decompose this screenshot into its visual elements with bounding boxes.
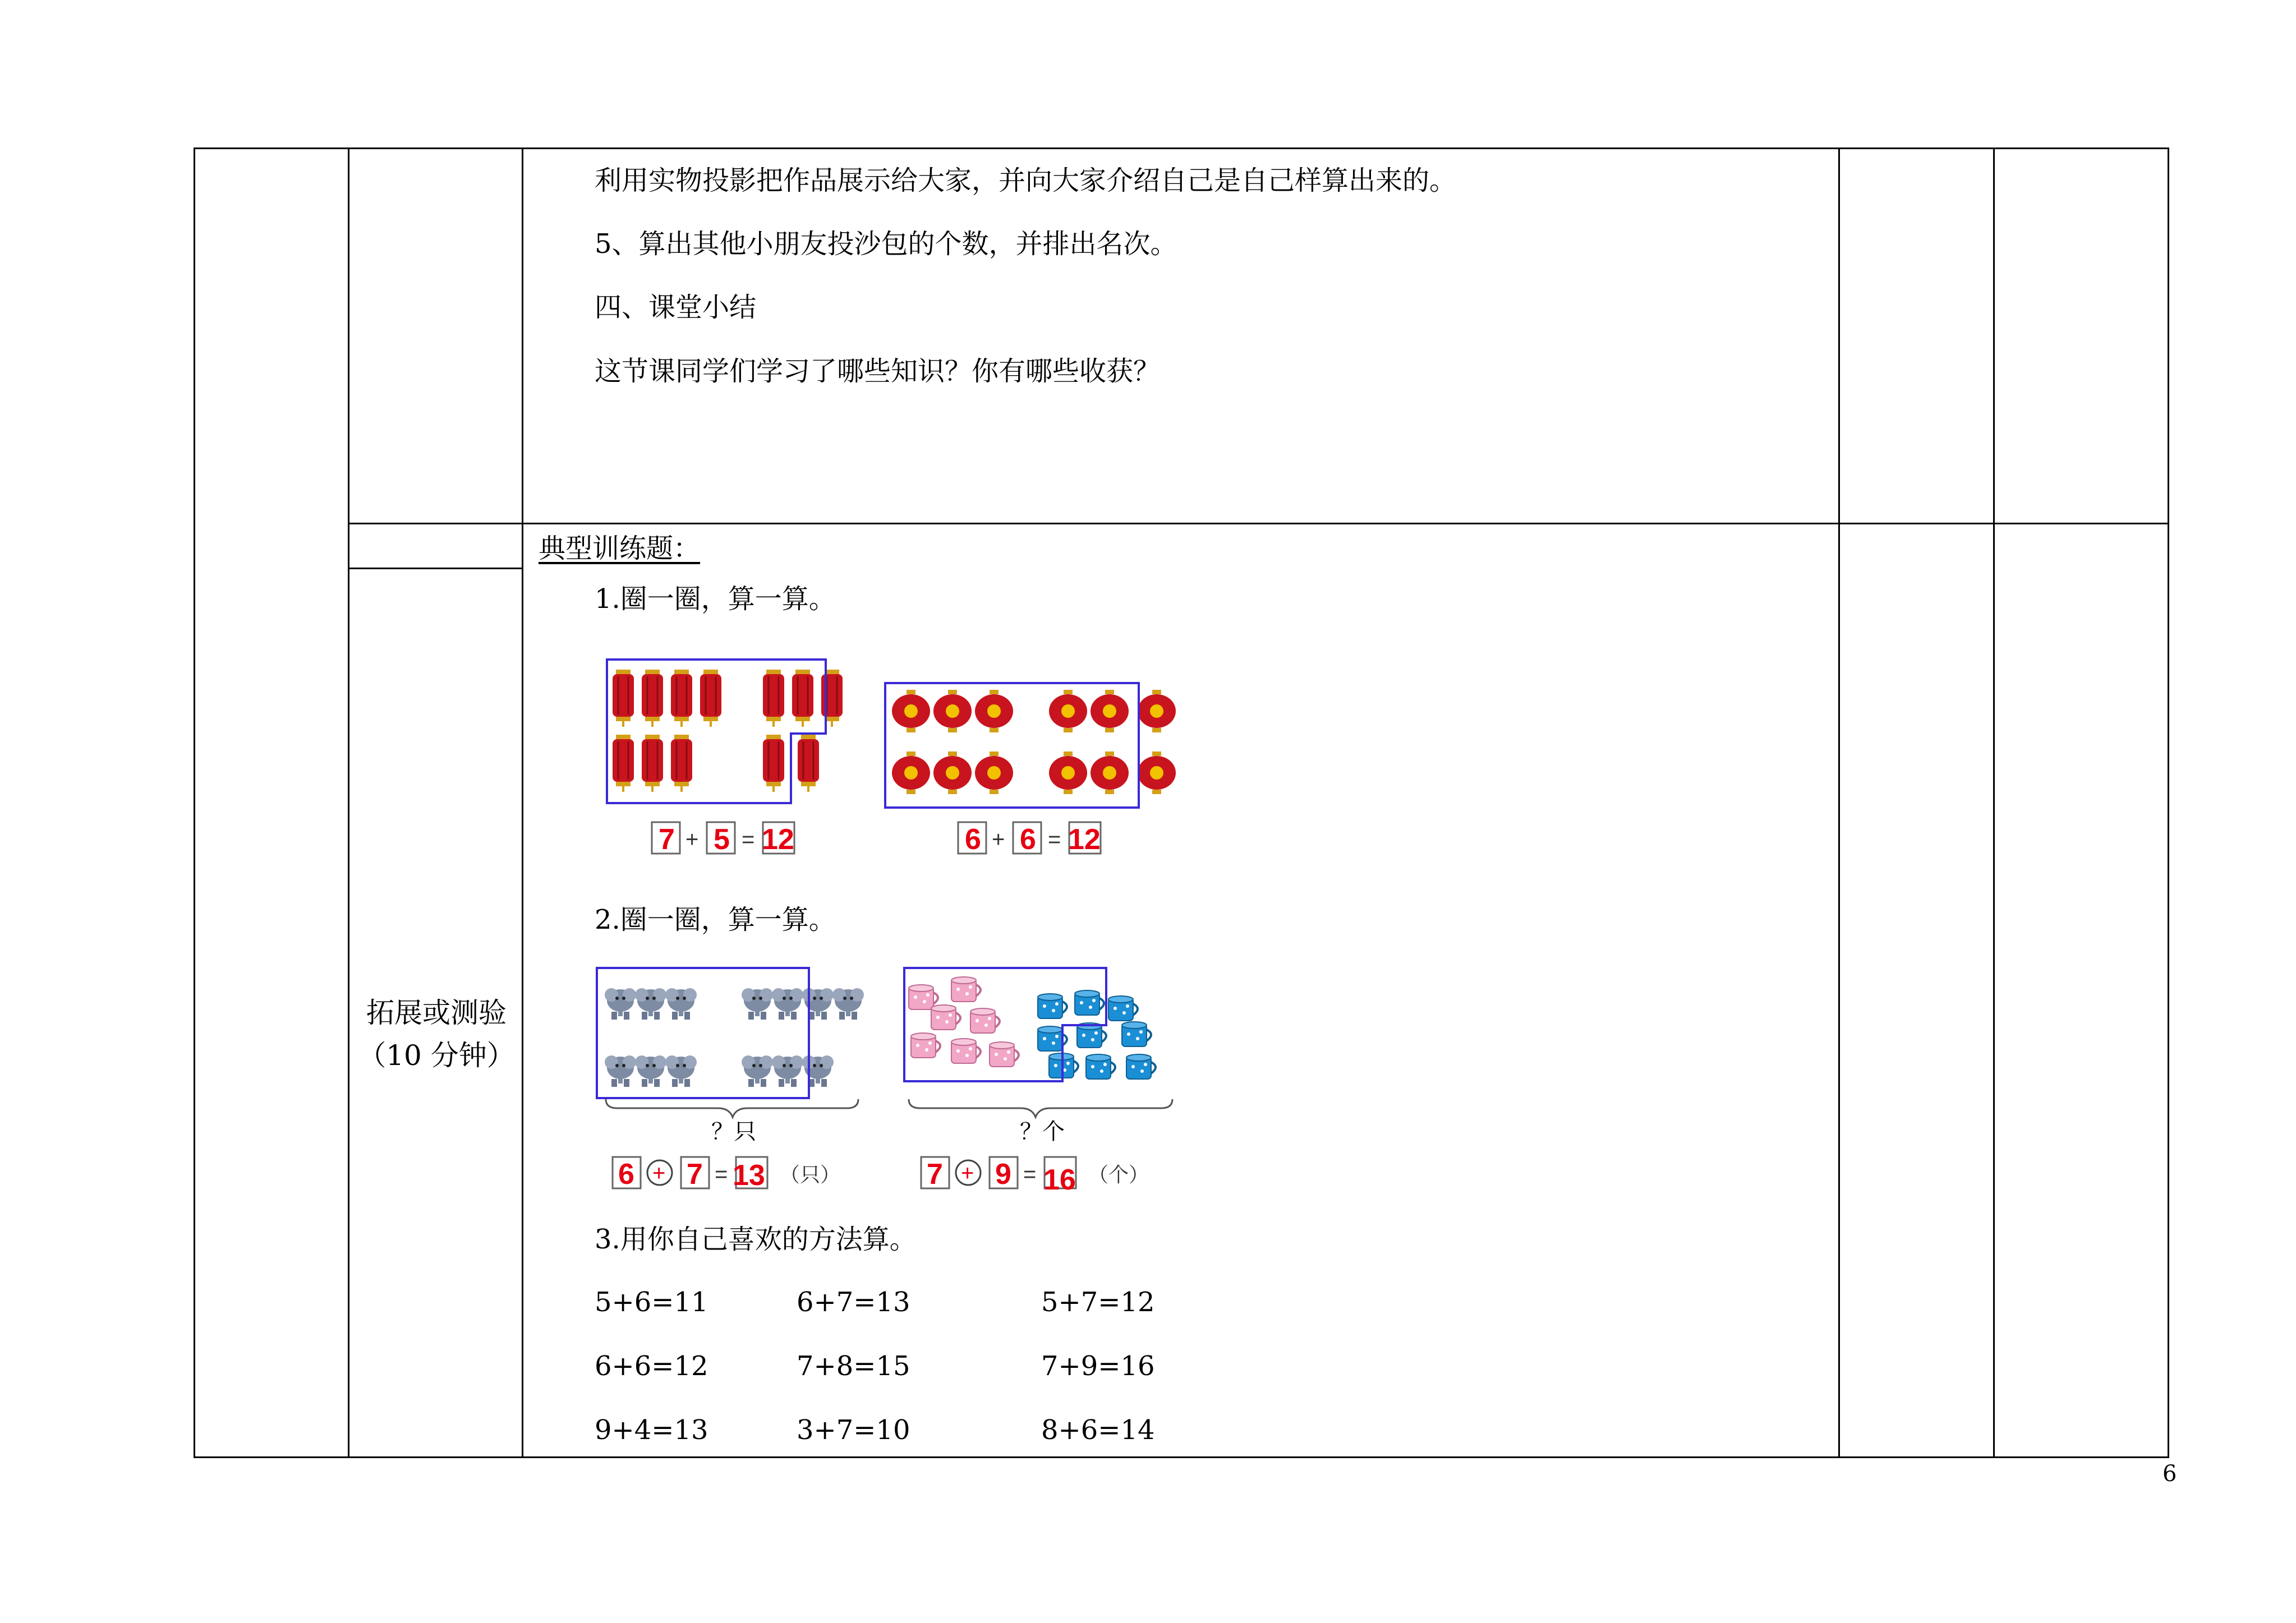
- question-3: 3.用你自己喜欢的方法算。: [595, 1224, 917, 1255]
- section-label: [349, 992, 523, 1077]
- equation-2b: [920, 1152, 1184, 1195]
- grid-cell: 7+8=15: [797, 1350, 910, 1382]
- eq2b-a: 7: [927, 1158, 943, 1191]
- grid-cell: 7+9=16: [1041, 1350, 1155, 1382]
- page-number: 6: [2162, 1461, 2177, 1487]
- round-lantern-row-1: [892, 690, 1176, 732]
- svg-text:+: +: [992, 827, 1005, 852]
- table-col-divider-3: [1838, 147, 1840, 1458]
- eq1b-b: 6: [1020, 823, 1036, 856]
- svg-text:=: =: [1048, 827, 1061, 852]
- round-lantern-row-2: [892, 751, 1176, 794]
- eq2b-b: 9: [995, 1158, 1011, 1191]
- table-border-right: [2168, 147, 2169, 1458]
- svg-text:+: +: [685, 827, 699, 852]
- pink-cups: [909, 977, 1019, 1067]
- equation-1b: [957, 819, 1137, 858]
- table-col-divider-4: [1993, 147, 1995, 1458]
- grid-cell: 6+7=13: [797, 1287, 910, 1318]
- grid-cell: 8+6=14: [1041, 1414, 1155, 1446]
- eq1b-r: 12: [1068, 823, 1101, 856]
- eq2b-r: 16: [1043, 1164, 1076, 1195]
- top-line-2: 5、算出其他小朋友投沙包的个数，并排出名次。: [595, 228, 1177, 260]
- equation-2a: [611, 1152, 875, 1193]
- question-2: 2.圈一圈，算一算。: [595, 904, 836, 935]
- table-subcell-divider: [348, 568, 523, 569]
- top-line-3: 四、课堂小结: [595, 292, 757, 323]
- table-border-top: [194, 147, 2169, 149]
- exercise-title: 典型训练题：: [539, 533, 701, 564]
- svg-text:=: =: [742, 827, 755, 852]
- table-row-divider: [348, 523, 2169, 524]
- circle-outline: [597, 968, 809, 1098]
- eq2a-unit: （只）: [780, 1164, 841, 1187]
- grid-cell: 5+6=11: [595, 1287, 708, 1318]
- svg-text:=: =: [1023, 1162, 1037, 1187]
- eq1b-a: 6: [965, 823, 981, 856]
- question-1: 1.圈一圈，算一算。: [595, 583, 836, 615]
- lantern-row-2: [613, 735, 819, 792]
- eq2a-a: 6: [618, 1158, 634, 1191]
- svg-text:=: =: [715, 1162, 728, 1187]
- section-label-title: 拓展或测验: [366, 997, 507, 1029]
- blue-cups: [1038, 990, 1156, 1079]
- eq2b-unit: （个）: [1088, 1164, 1149, 1187]
- eq2a-r: 13: [733, 1159, 765, 1192]
- grid-cell: 5+7=12: [1041, 1287, 1155, 1318]
- elephant-row-1: [605, 988, 864, 1020]
- eq1a-r: 12: [762, 823, 794, 856]
- svg-text:+: +: [652, 1161, 666, 1186]
- eq1a-a: 7: [659, 823, 675, 856]
- figure-lanterns-2: [881, 679, 1189, 813]
- top-line-4: 这节课同学们学习了哪些知识？你有哪些收获？: [595, 356, 1161, 387]
- top-line-1: 利用实物投影把作品展示给大家，并向大家介绍自己是自己样算出来的。: [595, 165, 1457, 196]
- grid-cell: 3+7=10: [797, 1414, 910, 1446]
- svg-text:+: +: [961, 1161, 974, 1186]
- table-col-divider-1: [348, 147, 349, 1458]
- elephant-row-2: [605, 1055, 834, 1087]
- brace-label-2a: ？只: [711, 1119, 756, 1145]
- table-border-left: [194, 147, 195, 1458]
- lantern-row-1: [613, 670, 843, 727]
- grid-cell: 9+4=13: [595, 1414, 708, 1446]
- eq1a-b: 5: [714, 823, 730, 856]
- equation-1a: [651, 819, 830, 858]
- section-label-duration: （10 分钟）: [358, 1039, 515, 1072]
- grid-cell: 6+6=12: [595, 1350, 708, 1382]
- table-col-divider-2: [522, 147, 523, 1458]
- brace-label-2b: ？个: [1020, 1119, 1065, 1145]
- eq2a-b: 7: [687, 1158, 703, 1191]
- table-border-bottom: [194, 1456, 2169, 1458]
